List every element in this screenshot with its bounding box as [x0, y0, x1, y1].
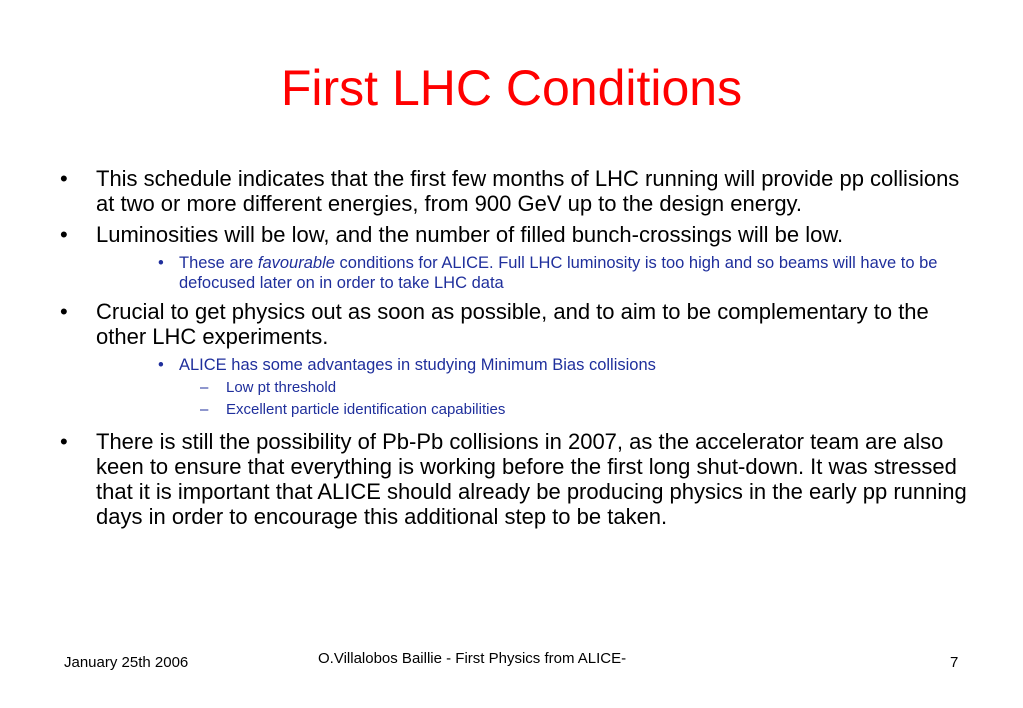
slide-body: [58, 166, 978, 535]
sub-bullet-text-suffix: conditions for ALICE. Full LHC luminosity is too high and so beams will have to be defocused later on in order to take LHC data: [179, 254, 938, 292]
footer-date: January 25th 2006: [64, 654, 189, 671]
bullet-text: Luminosities will be low, and the number of filled bunch-crossings will be low.: [96, 222, 844, 247]
bullet-marker: •: [60, 222, 68, 247]
sub-bullet-emphasis: favourable: [257, 254, 335, 272]
sub-sub-bullet-text: Low pt threshold: [226, 379, 337, 396]
bullet-marker: •: [60, 429, 68, 454]
bullet-marker: •: [60, 166, 68, 191]
bullet-marker: •: [60, 299, 68, 324]
bullet-text: There is still the possibility of Pb-Pb collisions in 2007, as the accelerator team are also keen to ensure that everything is working before the first long shut-down. It was stressed that it is important that ALICE should already be producing physics in the early pp running days in order to encourage this additional step to be taken.: [96, 429, 967, 529]
sub-bullet-item: [58, 355, 978, 375]
slide-title: First LHC Conditions: [280, 60, 743, 116]
sub-bullet-marker: •: [158, 356, 164, 374]
sub-bullet-text: ALICE has some advantages in studying Minimum Bias collisions: [179, 356, 656, 374]
bullet-item: [58, 166, 978, 216]
bullet-text: This schedule indicates that the first few months of LHC running will provide pp collisions at two or more different energies, from 900 GeV up to the design energy.: [96, 166, 960, 216]
sub-sub-bullet-item: [58, 399, 978, 421]
bullet-item: [58, 222, 978, 247]
sub-sub-bullet-item: [58, 377, 978, 399]
sub-sub-bullet-text: Excellent particle identification capabilities: [226, 401, 506, 418]
sub-bullet-marker: •: [158, 254, 164, 272]
dash-marker: –: [200, 401, 209, 418]
footer-author: O.Villalobos Baillie - First Physics from ALICE-: [318, 650, 627, 667]
bullet-item: [58, 299, 978, 349]
sub-bullet-text-prefix: These are: [179, 254, 258, 272]
bullet-item: [58, 429, 978, 529]
bullet-text: Crucial to get physics out as soon as possible, and to aim to be complementary to the other LHC experiments.: [96, 299, 929, 349]
footer-page-number: 7: [950, 654, 959, 671]
sub-bullet-item: [58, 253, 978, 293]
dash-marker: –: [200, 379, 209, 396]
